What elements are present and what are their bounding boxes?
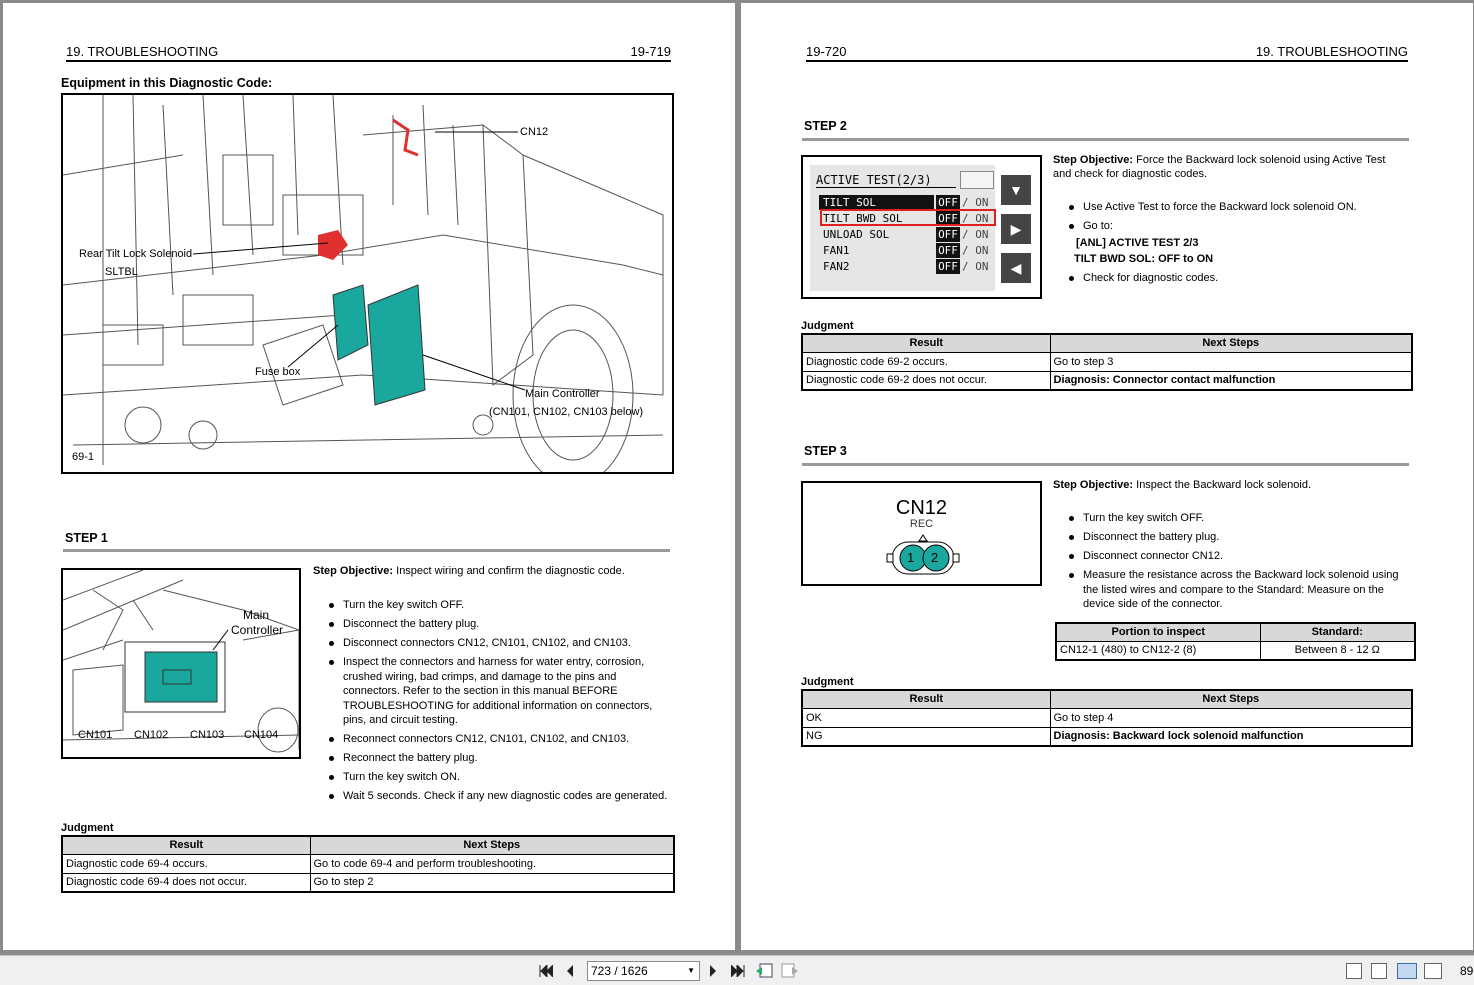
step2-judgment-table [801,333,1413,391]
objective-text: Force the Backward lock solenoid using Active Test and check for diagnostic codes. [1053,154,1386,180]
table-header: Next Steps [1050,690,1412,708]
row-name: TILT BWD SOL [823,212,903,225]
header-section: 19. TROUBLESHOOTING [66,44,219,59]
list-item-text: Use Active Test to force the Backward lock solenoid ON. [1083,201,1357,213]
row-on: / ON [962,212,989,225]
tilt-bwd-highlight [820,209,996,226]
row-off: OFF [936,211,960,226]
table-header-row [62,836,674,854]
equipment-figure [61,93,674,474]
equipment-title: Equipment in this Diagnostic Code: [61,76,273,90]
list-item: Disconnect the battery plug. [327,617,672,632]
go-forward-view-icon[interactable] [781,962,799,980]
row-off: OFF [936,243,960,258]
continuous-facing-view-icon[interactable] [1424,963,1442,979]
callout-sltbl: SLTBL [105,266,138,278]
table-row [1056,641,1415,660]
first-page-icon[interactable] [537,962,555,980]
list-item: Disconnect connectors CN12, CN101, CN102, and CN103. [327,636,672,651]
table-cell: Go to code 69-4 and perform troubleshooting. [310,854,674,873]
active-test-row [819,195,989,210]
step2-rule [802,138,1409,141]
callout-rear-tilt-lock: Rear Tilt Lock Solenoid [79,248,193,260]
active-test-row [819,243,989,258]
objective-label: Step Objective: [1053,479,1134,491]
table-cell: Diagnostic code 69-4 does not occur. [62,873,310,892]
step1-bullets [327,598,672,808]
table-row [802,727,1412,746]
table-cell: Diagnosis: Backward lock solenoid malfunction [1050,727,1412,746]
callout-cn-below: (CN101, CN102, CN103 below) [489,406,644,418]
step3-title: STEP 3 [804,444,847,458]
row-on: / ON [962,196,989,209]
step2-bullets [1067,200,1407,290]
table-header: Result [802,334,1050,352]
table-cell: OK [802,708,1050,727]
table-row [802,708,1412,727]
table-cell: Go to step 3 [1050,352,1412,371]
previous-page-icon[interactable] [561,962,579,980]
step1-label-cn101: CN101 [78,729,113,741]
callout-cn12: CN12 [520,126,549,138]
connector-name: CN12 [895,497,948,519]
list-item: Inspect the connectors and harness for water entry, corrosion, crushed wiring, bad crimps, and damage to the pins and connectors. Refer to the section in this manual BEFORE TROUBLESHOOTING for additional information on connectors, pins, and circuit testing. [327,655,672,728]
zoom-level[interactable]: 89 [1460,964,1474,978]
table-header-row [802,334,1412,352]
page-header [66,44,671,62]
table-cell: Between 8 - 12 Ω [1260,641,1415,660]
table-cell: Go to step 2 [310,873,674,892]
step3-judgment-table [801,689,1413,747]
step1-objective [313,564,693,578]
table-row [62,873,674,892]
active-test-title: ACTIVE TEST(2/3) [816,173,956,188]
viewer-toolbar [0,955,1474,985]
table-row [62,854,674,873]
list-item [1067,200,1407,215]
facing-view-icon[interactable] [1397,963,1417,979]
next-page-icon[interactable] [704,962,722,980]
goto-line-1: [ANL] ACTIVE TEST 2/3 [1076,236,1199,249]
left-document-page [3,3,735,950]
chevron-down-icon: ▼ [687,966,695,975]
list-item-text: Check for diagnostic codes. [1083,272,1219,284]
list-item: Turn the key switch OFF. [327,598,672,613]
list-item: Wait 5 seconds. Check if any new diagnostic codes are generated. [327,789,672,804]
callout-fuse-box: Fuse box [255,366,301,378]
row-name: FAN2 [823,260,850,273]
table-row [802,371,1412,390]
connector-sub: REC [909,518,934,530]
pin-1-label: 1 [907,550,915,565]
step1-figure [61,568,301,759]
list-item: Measure the resistance across the Backward lock solenoid using the listed wires and compare to the Standard: Measure on the device side of the connector. [1067,568,1412,612]
step1-label-cn102: CN102 [134,729,169,741]
figure-id: 69-1 [72,451,95,463]
page-number-select[interactable] [587,961,700,981]
active-test-figure [801,155,1042,299]
step1-rule [63,549,670,552]
list-item: Disconnect the battery plug. [1067,530,1412,545]
table-cell: CN12-1 (480) to CN12-2 (8) [1056,641,1260,660]
table-header-row [1056,623,1415,641]
step1-label-cn104: CN104 [244,729,279,741]
list-item: Turn the key switch ON. [327,770,672,785]
row-on: / ON [962,260,989,273]
row-name: UNLOAD SOL [823,228,890,241]
row-off: OFF [936,195,960,210]
objective-label: Step Objective: [313,565,394,577]
pin-2-label: 2 [931,550,939,565]
table-header-row [802,690,1412,708]
table-header: Portion to inspect [1056,623,1260,641]
list-item: Reconnect connectors CN12, CN101, CN102, and CN103. [327,732,672,747]
list-item [1067,219,1407,267]
step3-bullets [1067,511,1412,616]
callout-main-controller: Main Controller [525,388,600,400]
step1-title: STEP 1 [65,531,108,545]
connector-diagram [803,483,1040,584]
continuous-view-icon[interactable] [1371,963,1387,979]
single-page-view-icon[interactable] [1346,963,1362,979]
active-test-row [819,227,989,242]
header-page-number: 19-719 [630,44,671,59]
row-name: FAN1 [823,244,850,257]
table-cell: Diagnostic code 69-2 occurs. [802,352,1050,371]
objective-label: Step Objective: [1053,154,1134,166]
page-number-value: 723 / 1626 [591,964,648,978]
go-back-view-icon[interactable] [755,962,773,980]
step3-judgment-label: Judgment [801,676,854,688]
right-document-page [741,3,1473,950]
last-page-icon[interactable] [729,962,747,980]
table-cell: Diagnostic code 69-4 occurs. [62,854,310,873]
nav-down-icon: ▼ [1001,175,1031,205]
nav-right-icon: ▶ [1001,214,1031,244]
table-cell: Diagnosis: Connector contact malfunction [1050,371,1412,390]
row-on: / ON [962,228,989,241]
page-header [806,44,1408,62]
step2-title: STEP 2 [804,119,847,133]
step1-label-cn103: CN103 [190,729,225,741]
list-item: Reconnect the battery plug. [327,751,672,766]
table-cell: NG [802,727,1050,746]
objective-text: Inspect wiring and confirm the diagnostic code. [393,565,625,577]
table-header: Result [62,836,310,854]
connector-figure [801,481,1042,586]
table-header: Result [802,690,1050,708]
step1-judgment-table [61,835,675,893]
row-on: / ON [962,244,989,257]
step2-objective [1053,153,1403,181]
step1-judgment-label: Judgment [61,822,114,834]
step2-judgment-label: Judgment [801,320,854,332]
step1-label-controller: Controller [231,623,284,637]
table-header: Next Steps [310,836,674,854]
active-test-row [819,259,989,274]
measure-table [1055,622,1416,661]
list-item [1067,271,1407,286]
row-off: OFF [936,259,960,274]
table-row [802,352,1412,371]
active-test-box [960,171,994,189]
list-item-text: Go to: [1083,220,1113,232]
step3-rule [802,463,1409,466]
row-name: TILT SOL [819,195,934,210]
header-section: 19. TROUBLESHOOTING [1255,44,1408,59]
goto-line-2: TILT BWD SOL: OFF to ON [1074,253,1214,265]
table-header: Next Steps [1050,334,1412,352]
header-page-number: 19-720 [806,44,847,59]
step3-objective [1053,478,1403,492]
table-header: Standard: [1260,623,1415,641]
objective-text: Inspect the Backward lock solenoid. [1133,479,1312,491]
step1-label-main: Main [243,608,270,622]
nav-left-icon: ◀ [1001,253,1031,283]
list-item: Disconnect connector CN12. [1067,549,1412,564]
table-cell: Go to step 4 [1050,708,1412,727]
active-test-screen [810,165,995,291]
list-item: Turn the key switch OFF. [1067,511,1412,526]
row-off: OFF [936,227,960,242]
table-cell: Diagnostic code 69-2 does not occur. [802,371,1050,390]
